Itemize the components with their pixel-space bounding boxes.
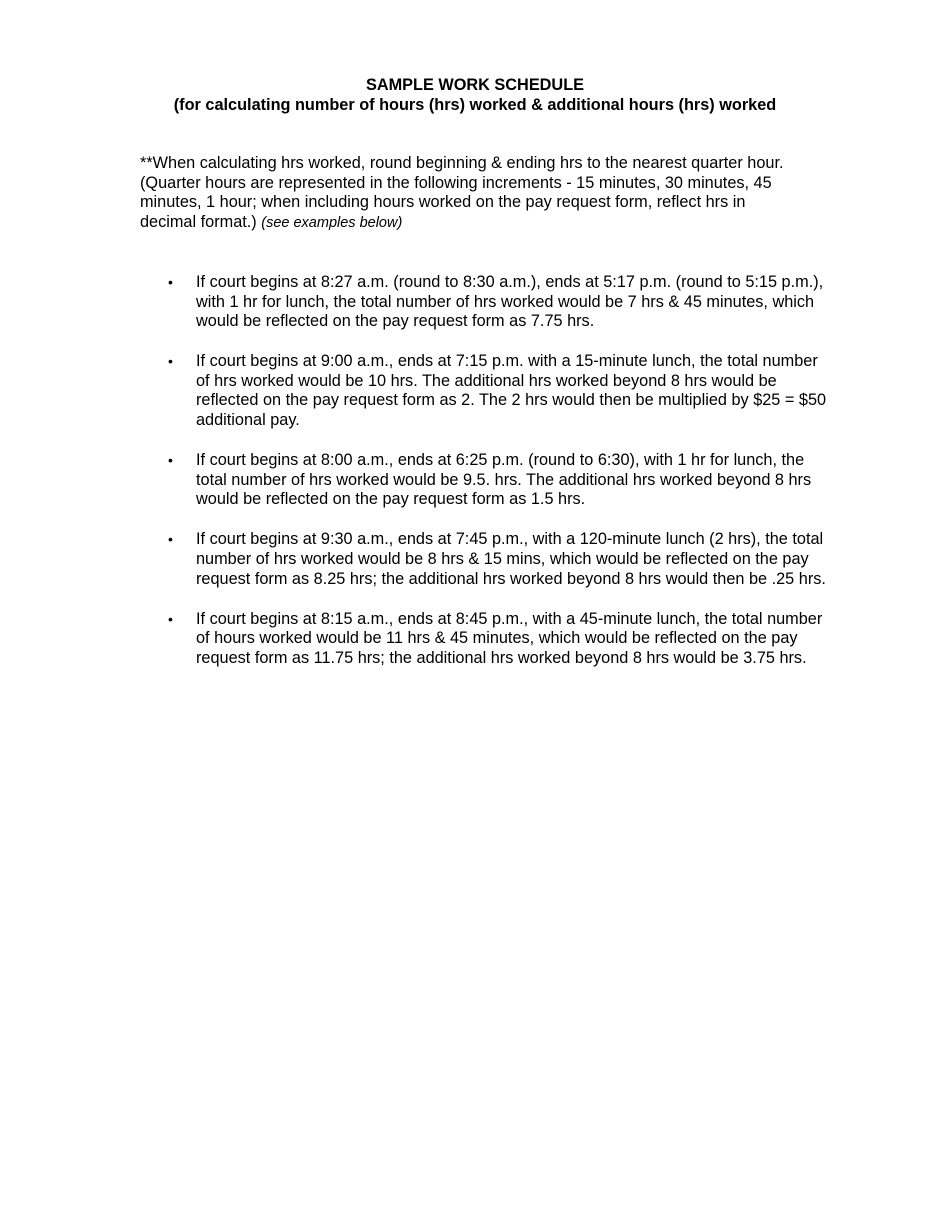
bullet-icon: • xyxy=(168,274,173,290)
example-text: If court begins at 8:15 a.m., ends at 8:45 p.m., with a 45-minute lunch, the total number of hours worked would be 11 hrs & 45 minutes, which would be reflected on the pay request form as 11.75 hrs; the additional hrs worked beyond 8 hrs would be 3.75 hrs. xyxy=(196,609,823,667)
bullet-icon: • xyxy=(168,353,173,370)
example-text: If court begins at 9:30 a.m., ends at 7:45 p.m., with a 120-minute lunch (2 hrs), the total number of hrs worked would be 8 hrs & 15 mins, which would be reflected on the pay request form as 8.25 hrs; the additional hrs worked beyond 8 hrs would then be .25 hrs. xyxy=(196,530,826,588)
bullet-icon: • xyxy=(168,531,173,548)
bullet-icon: • xyxy=(168,452,173,469)
example-item xyxy=(140,451,830,510)
document-title: SAMPLE WORK SCHEDULE xyxy=(366,76,584,94)
intro-note: (see examples below) xyxy=(261,214,403,231)
document-subtitle: (for calculating number of hours (hrs) worked & additional hours (hrs) worked xyxy=(173,96,777,114)
bullet-icon: • xyxy=(168,610,173,627)
example-item xyxy=(140,352,830,430)
examples-list xyxy=(140,273,830,689)
example-text: If court begins at 8:27 a.m. (round to 8:30 a.m.), ends at 5:17 p.m. (round to 5:15 p.m.), with 1 hr for lunch, the total number of hrs worked would be 7 hrs & 45 minutes, which would be reflected on the pay request form as 7.75 hrs. xyxy=(196,273,824,331)
intro-text: **When calculating hrs worked, round beginning & ending hrs to the nearest quarter hour. (Quarter hours are represented in the following increments - 15 minutes, 30 minutes, 45 minutes, 1 hour; when including hours worked on the pay request form, reflect hrs in decimal format.) xyxy=(140,154,784,231)
intro-paragraph xyxy=(140,154,800,233)
example-text: If court begins at 8:00 a.m., ends at 6:25 p.m. (round to 6:30), with 1 hr for lunch, the total number of hrs worked would be 9.5. hrs. The additional hrs worked beyond 8 hrs would be reflected on the pay request form as 1.5 hrs. xyxy=(196,451,812,509)
document-header xyxy=(100,75,850,115)
example-item xyxy=(140,273,830,332)
example-item xyxy=(140,530,830,589)
example-text: If court begins at 9:00 a.m., ends at 7:15 p.m. with a 15-minute lunch, the total number of hrs worked would be 10 hrs. The additional hrs worked beyond 8 hrs would be reflected on the pay request form as 2. The 2 hrs would then be multiplied by $25 = $50 additional pay. xyxy=(196,352,827,430)
example-item xyxy=(140,610,830,669)
